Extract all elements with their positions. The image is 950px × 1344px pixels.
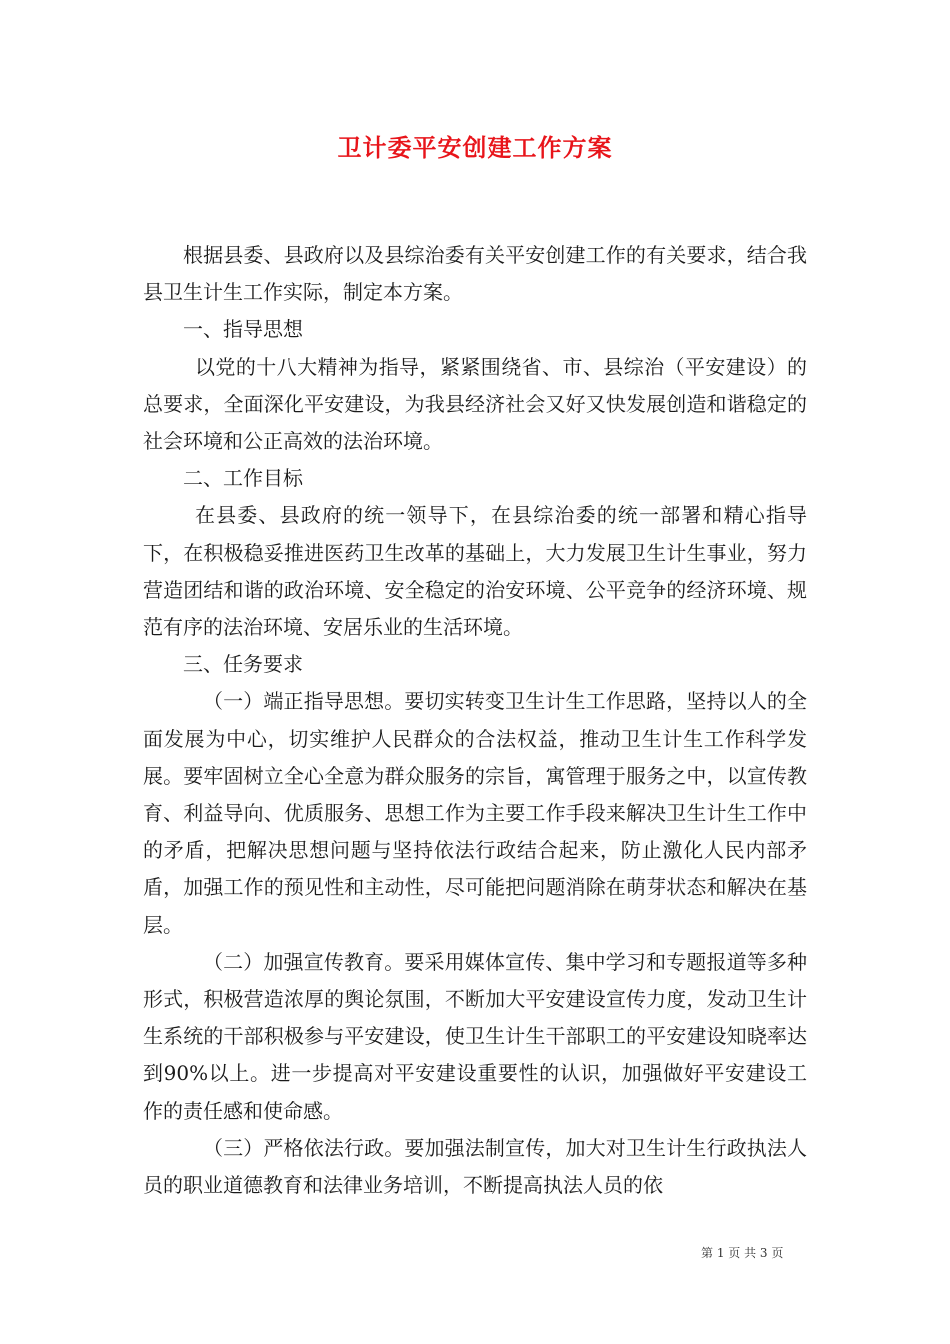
- section-heading-guiding-ideology: 一、指导思想: [183, 317, 303, 342]
- section-heading-work-goals: 二、工作目标: [183, 466, 303, 491]
- page-number: 第 1 页 共 3 页: [701, 1246, 784, 1260]
- task-item-3-paragraph: （三）严格依法行政。要加强法制宣传，加大对卫生计生行政执法人员的职业道德教育和法律业务培训，不断提高执法人员的依: [143, 1135, 807, 1198]
- task-item-2-paragraph: （二）加强宣传教育。要采用媒体宣传、集中学习和专题报道等多种形式，积极营造浓厚的舆论氛围，不断加大平安建设宣传力度，发动卫生计生系统的干部积极参与平安建设，使卫生计生干部职工的平安建设知晓率达到90%以上。进一步提高对平安建设重要性的认识，加强做好平安建设工作的责任感和使命感。: [143, 949, 807, 1123]
- section-heading-task-requirements: 三、任务要求: [183, 652, 303, 677]
- document-title: 卫计委平安创建工作方案: [337, 133, 613, 162]
- intro-paragraph: 根据县委、县政府以及县综治委有关平安创建工作的有关要求，结合我县卫生计生工作实际，制定本方案。: [143, 243, 807, 305]
- work-goals-paragraph: 在县委、县政府的统一领导下，在县综治委的统一部署和精心指导下，在积极稳妥推进医药卫生改革的基础上，大力发展卫生计生事业，努力营造团结和谐的政治环境、安全稳定的治安环境、公平竞争的经济环境、规范有序的法治环境、安居乐业的生活环境。: [143, 503, 807, 640]
- document-body: [143, 237, 807, 1204]
- task-item-1-paragraph: （一）端正指导思想。要切实转变卫生计生工作思路，坚持以人的全面发展为中心，切实维护人民群众的合法权益，推动卫生计生工作科学发展。要牢固树立全心全意为群众服务的宗旨，寓管理于服务之中，以宣传教育、利益导向、优质服务、思想工作为主要工作手段来解决卫生计生工作中的矛盾，把解决思想问题与坚持依法行政结合起来，防止激化人民内部矛盾，加强工作的预见性和主动性，尽可能把问题消除在萌芽状态和解决在基层。: [143, 689, 807, 937]
- guiding-ideology-paragraph: 以党的十八大精神为指导，紧紧围绕省、市、县综治（平安建设）的总要求，全面深化平安建设，为我县经济社会又好又快发展创造和谐稳定的社会环境和公正高效的法治环境。: [143, 354, 807, 454]
